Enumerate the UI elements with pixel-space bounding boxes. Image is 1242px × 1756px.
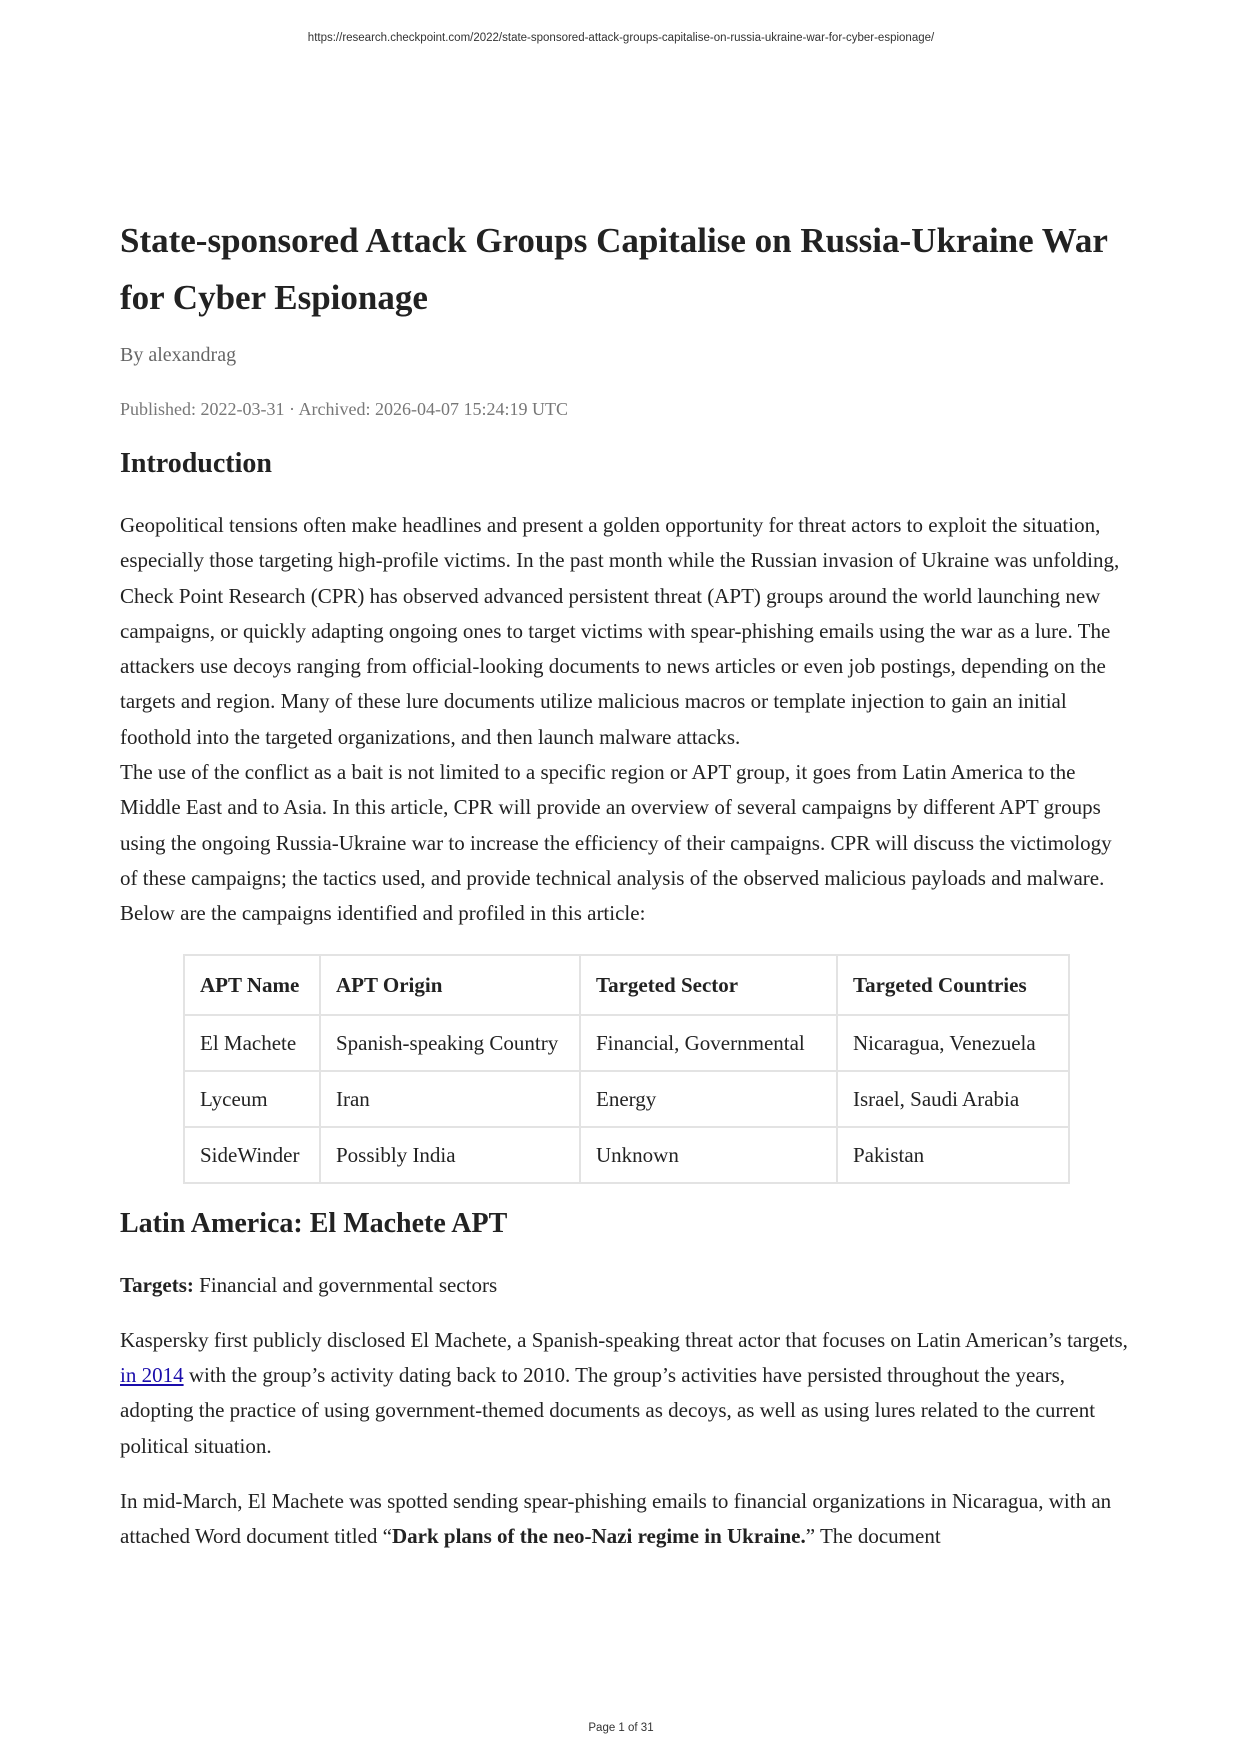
text: ” The document [805,1524,941,1549]
table-header-row [184,955,1069,1015]
apt-table [183,954,1070,1184]
table-header: Targeted Countries [837,955,1069,1015]
table-header: APT Origin [320,955,580,1015]
targets-text: Financial and governmental sectors [193,1272,498,1297]
table-cell: Possibly India [320,1127,580,1183]
table-header: APT Name [184,955,320,1015]
table-cell: SideWinder [184,1127,320,1183]
document-title: Dark plans of the neo-Nazi regime in Ukraine. [392,1524,806,1549]
text: Kaspersky first publicly disclosed El Machete, a Spanish-speaking threat actor that focuses on Latin American’s targets, [120,1327,1128,1352]
table-cell: Pakistan [837,1127,1069,1183]
table-row [184,1071,1069,1127]
article [120,212,1130,1575]
table-cell: Unknown [580,1127,837,1183]
table-row [184,1127,1069,1183]
paragraph [120,1484,1130,1555]
table-cell: Israel, Saudi Arabia [837,1071,1069,1127]
text: In mid-March, El Machete was spotted sending spear-phishing emails to financial organizations in Nicaragua, with an attached Word document titled “ [120,1489,1112,1549]
targets-label: Targets: [120,1272,194,1297]
intro-paragraph: Geopolitical tensions often make headlines and present a golden opportunity for threat actors to exploit the situation, especially those targeting high-profile victims. In the past month while the Russian invasion of Ukraine was unfolding, Check Point Research (CPR) has observed advanced persistent threat (APT) groups around the world launching new campaigns, or quickly adapting ongoing ones to target victims with spear-phishing emails using the war as a lure. The attackers use decoys ranging from official-looking documents to news articles or even job postings, depending on the targets and region. Many of these lure documents utilize malicious macros or template injection to gain an initial foothold into the targeted organizations, and then launch malware attacks. [120,513,1120,749]
text: with the group’s activity dating back to 2010. The group’s activities have persisted throughout the years, adopting the practice of using government-themed documents as decoys, as well as using lures related to the current political situation. [120,1363,1096,1458]
intro-heading: Introduction [120,448,272,479]
table-cell: Energy [580,1071,837,1127]
paragraph [120,1323,1130,1464]
publish-meta: Published: 2022-03-31 · Archived: 2026-04-07 15:24:19 UTC [120,399,568,419]
table-cell: Nicaragua, Venezuela [837,1015,1069,1071]
table-cell: El Machete [184,1015,320,1071]
page-url: https://research.checkpoint.com/2022/state-sponsored-attack-groups-capitalise-on-russia-ukraine-war-for-cyber-espionage/ [307,32,935,44]
targets-line [120,1268,1130,1303]
table-row [184,1015,1069,1071]
article-title: State-sponsored Attack Groups Capitalise on Russia-Ukraine War for Cyber Espionage [120,221,1108,317]
table-header: Targeted Sector [580,955,837,1015]
in-2014-link[interactable]: in 2014 [120,1363,184,1388]
page-number: Page 1 of 31 [588,1722,654,1734]
section-heading: Latin America: El Machete APT [120,1207,508,1239]
intro-paragraph-2: The use of the conflict as a bait is not limited to a specific region or APT group, it goes from Latin America to the Middle East and to Asia. In this article, CPR will provide an overview of several campaigns by different APT groups using the ongoing Russia-Ukraine war to increase the efficiency of their campaigns. CPR will discuss the victimology of these campaigns; the tactics used, and provide technical analysis of the observed malicious payloads and malware. Below are the campaigns identified and profiled in this article: [120,760,1112,926]
table-cell: Spanish-speaking Country [320,1015,580,1071]
table-cell: Iran [320,1071,580,1127]
table-cell: Financial, Governmental [580,1015,837,1071]
table-cell: Lyceum [184,1071,320,1127]
byline: By alexandrag [120,344,237,366]
